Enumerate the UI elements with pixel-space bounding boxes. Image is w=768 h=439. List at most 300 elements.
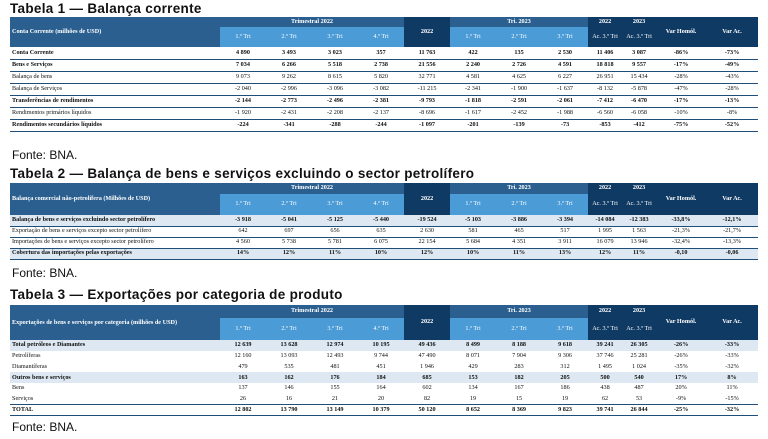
table-cell: 438 bbox=[600, 384, 610, 392]
table-cell: 13 093 bbox=[280, 352, 298, 360]
table-cell: 18 818 bbox=[588, 59, 622, 71]
table-cell: -13% bbox=[706, 95, 758, 107]
table-cell: 3 911 bbox=[542, 237, 588, 248]
table-cell: 167 bbox=[514, 384, 524, 392]
table-cell: 451 bbox=[376, 362, 386, 370]
table-cell: -5 125 bbox=[312, 215, 358, 226]
row-label: Transferências de rendimentos bbox=[10, 95, 220, 107]
table-cell: 163 bbox=[220, 372, 266, 383]
table-cell: 182 bbox=[496, 372, 542, 383]
table-cell: 4 351 bbox=[496, 237, 542, 248]
table-cell: 19 bbox=[469, 395, 477, 403]
table-cell: -1 097 bbox=[404, 119, 450, 131]
table-cell: -21,3% bbox=[656, 226, 706, 237]
table-1-header-2022: 2022 bbox=[404, 17, 450, 47]
table-cell: 11% bbox=[726, 384, 738, 392]
table-cell: 3 087 bbox=[622, 47, 656, 59]
table-cell: -1 900 bbox=[496, 83, 542, 95]
table-cell: -2 452 bbox=[496, 107, 542, 119]
table-cell: 20 bbox=[377, 395, 385, 403]
table-1-header-ac-2022: Ac. 3.º Tri bbox=[588, 27, 622, 47]
table-cell: 685 bbox=[404, 372, 450, 383]
table-2-header-var-ac: Var Ac. bbox=[706, 183, 758, 215]
table-cell: 21 556 bbox=[404, 59, 450, 71]
table-cell: 429 bbox=[468, 362, 478, 370]
row-label: Petrolíferas bbox=[12, 352, 41, 360]
table-cell: 47 490 bbox=[418, 352, 436, 360]
table-row bbox=[10, 237, 758, 248]
table-3-header-label: Exportações de bens e serviços por categoria (milhões de USD) bbox=[10, 305, 220, 340]
table-cell: -412 bbox=[622, 119, 656, 131]
table-cell: -35% bbox=[674, 362, 688, 370]
table-row bbox=[10, 119, 758, 131]
table-cell: 50 120 bbox=[404, 405, 450, 416]
table-cell: 205 bbox=[542, 372, 588, 383]
table-cell: 6 266 bbox=[266, 59, 312, 71]
table-cell: 9 262 bbox=[266, 71, 312, 83]
table-cell: 13 946 bbox=[622, 237, 656, 248]
table-cell: -1 637 bbox=[542, 83, 588, 95]
table-3-header-q3-2023: 3.º Tri bbox=[542, 318, 588, 340]
table-cell: 312 bbox=[560, 362, 570, 370]
table-cell: 642 bbox=[220, 226, 266, 237]
row-label: Balança de bens e serviços excluindo sector petrolífero bbox=[10, 215, 220, 226]
table-row bbox=[10, 372, 758, 383]
table-3-header-q4-2022: 4.º Tri bbox=[358, 318, 404, 340]
table-cell: -6 058 bbox=[622, 107, 656, 119]
table-cell: 20% bbox=[675, 384, 687, 392]
table-1-body bbox=[10, 47, 758, 131]
table-cell: -3 082 bbox=[358, 83, 404, 95]
table-1-header-2022-ac: 2022 bbox=[588, 17, 622, 27]
table-cell: -2 144 bbox=[220, 95, 266, 107]
table-row bbox=[10, 248, 758, 259]
table-cell: -1 617 bbox=[450, 107, 496, 119]
table-cell: -21,7% bbox=[706, 226, 758, 237]
table-cell: -2 431 bbox=[266, 107, 312, 119]
table-cell: 62 bbox=[601, 395, 609, 403]
table-cell: -73 bbox=[542, 119, 588, 131]
table-cell: -26% bbox=[656, 340, 706, 351]
table-2-header-quarterly-2023: Tri. 2023 bbox=[450, 183, 588, 194]
table-cell: 12 974 bbox=[312, 340, 358, 351]
table-cell: -5 878 bbox=[622, 83, 656, 95]
table-2-header-label: Balança comercial não-petrolífera (Milhões de USD) bbox=[10, 183, 220, 215]
table-cell: -1 988 bbox=[542, 107, 588, 119]
table-cell: 7 904 bbox=[512, 352, 526, 360]
table-cell: 465 bbox=[496, 226, 542, 237]
table-cell: -25% bbox=[656, 405, 706, 416]
table-cell: -2 591 bbox=[496, 95, 542, 107]
table-cell: 26 951 bbox=[588, 71, 622, 83]
table-cell: 1 995 bbox=[588, 226, 622, 237]
table-1-header-2023-ac: 2023 bbox=[622, 17, 656, 27]
table-cell: 12 160 bbox=[234, 352, 252, 360]
table-cell: 9 073 bbox=[220, 71, 266, 83]
table-cell: 135 bbox=[496, 47, 542, 59]
table-cell: 422 bbox=[450, 47, 496, 59]
table-2-header-q1-2022: 1.º Tri bbox=[220, 194, 266, 215]
table-cell: 12 639 bbox=[220, 340, 266, 351]
table-2-header-2022: 2022 bbox=[404, 183, 450, 215]
table-cell: 8 615 bbox=[312, 71, 358, 83]
table-2-header-q1-2023: 1.º Tri bbox=[450, 194, 496, 215]
table-cell: -2 381 bbox=[358, 95, 404, 107]
table-cell: -3 886 bbox=[496, 215, 542, 226]
table-cell: -32% bbox=[725, 362, 739, 370]
table-3-body bbox=[10, 340, 758, 416]
table-3-header-var-homol: Var Homól. bbox=[656, 305, 706, 340]
table-1-header-q2-2022: 2.º Tri bbox=[266, 27, 312, 47]
table-cell: -12,1% bbox=[706, 215, 758, 226]
table-cell: 1 495 bbox=[598, 362, 612, 370]
table-cell: -2 341 bbox=[450, 83, 496, 95]
table-cell: -15% bbox=[725, 395, 739, 403]
table-cell: -8% bbox=[706, 107, 758, 119]
table-cell: 155 bbox=[330, 384, 340, 392]
table-row bbox=[10, 59, 758, 71]
table-cell: 1 563 bbox=[622, 226, 656, 237]
table-2-title: Tabela 2 — Balança de bens e serviços excluindo o sector petrolífero bbox=[10, 166, 475, 181]
table-3-header-q2-2022: 2.º Tri bbox=[266, 318, 312, 340]
table-cell: -11 215 bbox=[404, 83, 450, 95]
table-cell: -5 103 bbox=[450, 215, 496, 226]
table-cell: 26 bbox=[239, 395, 247, 403]
table-2-header-2023-ac: 2023 bbox=[622, 183, 656, 194]
table-cell: -32,4% bbox=[656, 237, 706, 248]
row-label: Rendimentos secundários líquidos bbox=[10, 119, 220, 131]
table-cell: -52% bbox=[706, 119, 758, 131]
table-2-header-q3-2022: 3.º Tri bbox=[312, 194, 358, 215]
table-cell: 2 726 bbox=[496, 59, 542, 71]
table-cell: 12% bbox=[404, 248, 450, 259]
row-label: Outros bens e serviços bbox=[10, 372, 220, 383]
row-label: Cobertura das importações pelas exportações bbox=[10, 248, 220, 259]
row-label: Balança de bens bbox=[10, 71, 220, 83]
table-cell: -75% bbox=[656, 119, 706, 131]
table-cell: 184 bbox=[358, 372, 404, 383]
table-cell: 37 746 bbox=[596, 352, 614, 360]
table-cell: 5 738 bbox=[266, 237, 312, 248]
table-row bbox=[10, 340, 758, 351]
row-label: Bens bbox=[12, 384, 25, 392]
table-cell: 9 823 bbox=[542, 405, 588, 416]
table-cell: 7 034 bbox=[220, 59, 266, 71]
table-2-non-oil-balance bbox=[10, 183, 758, 260]
table-1-title: Tabela 1 — Balança corrente bbox=[10, 1, 202, 16]
table-cell: 12 802 bbox=[220, 405, 266, 416]
table-1-source: Fonte: BNA. bbox=[12, 148, 78, 162]
table-cell: -86% bbox=[656, 47, 706, 59]
table-cell: 656 bbox=[312, 226, 358, 237]
table-cell: 13% bbox=[542, 248, 588, 259]
table-cell: -3 096 bbox=[312, 83, 358, 95]
table-cell: 602 bbox=[422, 384, 432, 392]
table-cell: 4 625 bbox=[496, 71, 542, 83]
table-cell: 1 024 bbox=[632, 362, 646, 370]
table-3-header-q1-2023: 1.º Tri bbox=[450, 318, 496, 340]
row-label: Total petróleos e Diamantes bbox=[10, 340, 220, 351]
table-row bbox=[10, 107, 758, 119]
row-label: Balança de Serviços bbox=[10, 83, 220, 95]
table-cell: 19 bbox=[561, 395, 569, 403]
table-cell: -10% bbox=[656, 107, 706, 119]
table-cell: 2 530 bbox=[542, 47, 588, 59]
table-cell: -5 041 bbox=[266, 215, 312, 226]
table-3-header-q2-2023: 2.º Tri bbox=[496, 318, 542, 340]
table-cell: 146 bbox=[284, 384, 294, 392]
table-cell: 8 071 bbox=[466, 352, 480, 360]
table-cell: 11% bbox=[312, 248, 358, 259]
table-cell: 10 379 bbox=[358, 405, 404, 416]
table-cell: 11 406 bbox=[588, 47, 622, 59]
table-3-header-q1-2022: 1.º Tri bbox=[220, 318, 266, 340]
table-cell: 4 581 bbox=[450, 71, 496, 83]
table-3-header-2022: 2022 bbox=[404, 305, 450, 340]
table-cell: -2 773 bbox=[266, 95, 312, 107]
table-row bbox=[10, 83, 758, 95]
table-row bbox=[10, 362, 758, 373]
row-label: Exportação de bens e serviços excepto sector petrolífero bbox=[10, 226, 220, 237]
table-cell: -9 793 bbox=[404, 95, 450, 107]
table-cell: -224 bbox=[220, 119, 266, 131]
row-label: Diamantíferas bbox=[12, 362, 48, 370]
table-3-source: Fonte: BNA. bbox=[12, 420, 78, 434]
table-cell: 5 781 bbox=[312, 237, 358, 248]
table-cell: -3 394 bbox=[542, 215, 588, 226]
table-cell: 635 bbox=[358, 226, 404, 237]
table-cell: 697 bbox=[266, 226, 312, 237]
table-1-header-var-homol: Var Homól. bbox=[656, 17, 706, 47]
row-label: TOTAL bbox=[10, 405, 220, 416]
table-cell: 15 bbox=[515, 395, 523, 403]
table-cell: 39 741 bbox=[588, 405, 622, 416]
table-2-header-q4-2022: 4.º Tri bbox=[358, 194, 404, 215]
table-2-header-2022-ac: 2022 bbox=[588, 183, 622, 194]
table-cell: -49% bbox=[706, 59, 758, 71]
table-cell: 487 bbox=[634, 384, 644, 392]
table-2-source: Fonte: BNA. bbox=[12, 266, 78, 280]
table-cell: 479 bbox=[238, 362, 248, 370]
table-cell: 9 306 bbox=[558, 352, 572, 360]
table-cell: -19 524 bbox=[404, 215, 450, 226]
table-1-header-quarterly-2023: Tri. 2023 bbox=[450, 17, 588, 27]
table-cell: 283 bbox=[514, 362, 524, 370]
table-cell: -43% bbox=[706, 71, 758, 83]
table-cell: 16 bbox=[285, 395, 293, 403]
table-cell: 6 075 bbox=[358, 237, 404, 248]
table-cell: 517 bbox=[542, 226, 588, 237]
table-cell: 2 738 bbox=[358, 59, 404, 71]
table-3-header-var-ac: Var Ac. bbox=[706, 305, 758, 340]
table-cell: 5 820 bbox=[358, 71, 404, 83]
row-label: Rendimentos primários líquidos bbox=[10, 107, 220, 119]
table-row bbox=[10, 71, 758, 83]
table-cell: 357 bbox=[358, 47, 404, 59]
table-cell: 49 436 bbox=[404, 340, 450, 351]
table-2-body bbox=[10, 215, 758, 259]
table-cell: -33,8% bbox=[656, 215, 706, 226]
table-cell: -14 084 bbox=[588, 215, 622, 226]
table-cell: -139 bbox=[496, 119, 542, 131]
table-cell: 21 bbox=[331, 395, 339, 403]
table-row bbox=[10, 47, 758, 59]
row-label: Importações de bens e serviços excepto sector petrolífero bbox=[10, 237, 220, 248]
table-cell: -17% bbox=[656, 95, 706, 107]
table-cell: -47% bbox=[656, 83, 706, 95]
row-label: Conta Corrente bbox=[10, 47, 220, 59]
table-1-header-q1-2022: 1.º Tri bbox=[220, 27, 266, 47]
table-3-header-ac-2023: Ac. 3.º Tri bbox=[622, 318, 656, 340]
table-1-header-q4-2022: 4.º Tri bbox=[358, 27, 404, 47]
table-1-header-q2-2023: 2.º Tri bbox=[496, 27, 542, 47]
table-row bbox=[10, 215, 758, 226]
table-cell: 13 790 bbox=[266, 405, 312, 416]
table-cell: 12% bbox=[266, 248, 312, 259]
table-cell: 3 023 bbox=[312, 47, 358, 59]
table-cell: -244 bbox=[358, 119, 404, 131]
table-row bbox=[10, 226, 758, 237]
table-cell: 481 bbox=[330, 362, 340, 370]
table-2-header-q2-2022: 2.º Tri bbox=[266, 194, 312, 215]
table-1-header-quarterly-2022: Trimestral 2022 bbox=[220, 17, 404, 27]
table-1-header-label: Conta Corrente (milhões de USD) bbox=[10, 17, 220, 47]
table-row bbox=[10, 351, 758, 362]
table-3-header-2023-ac: 2023 bbox=[622, 305, 656, 318]
table-cell: 13 149 bbox=[312, 405, 358, 416]
table-cell: -3 918 bbox=[220, 215, 266, 226]
table-1-current-account bbox=[10, 17, 758, 132]
table-cell: 8 499 bbox=[450, 340, 496, 351]
table-cell: 5 684 bbox=[450, 237, 496, 248]
table-cell: -7 412 bbox=[588, 95, 622, 107]
table-cell: 11% bbox=[496, 248, 542, 259]
table-cell: 17% bbox=[656, 372, 706, 383]
table-cell: -73% bbox=[706, 47, 758, 59]
table-cell: 12 493 bbox=[326, 352, 344, 360]
table-cell: 14% bbox=[220, 248, 266, 259]
table-cell: -2 137 bbox=[358, 107, 404, 119]
table-3-header-q3-2022: 3.º Tri bbox=[312, 318, 358, 340]
table-cell: 15 434 bbox=[622, 71, 656, 83]
table-cell: 4 591 bbox=[542, 59, 588, 71]
table-cell: -33% bbox=[706, 340, 758, 351]
table-2-header-var-homol: Var Homól. bbox=[656, 183, 706, 215]
table-3-header-ac-2022: Ac. 3.º Tri bbox=[588, 318, 622, 340]
table-cell: 12% bbox=[588, 248, 622, 259]
table-cell: -1 818 bbox=[450, 95, 496, 107]
table-cell: 22 154 bbox=[404, 237, 450, 248]
table-cell: -201 bbox=[450, 119, 496, 131]
table-cell: 500 bbox=[588, 372, 622, 383]
table-cell: 9 618 bbox=[542, 340, 588, 351]
table-3-exports-by-category bbox=[10, 305, 758, 416]
table-2-header-q3-2023: 3.º Tri bbox=[542, 194, 588, 215]
table-row bbox=[10, 383, 758, 394]
table-2-header-ac-2023: Ac. 3.º Tri bbox=[622, 194, 656, 215]
table-cell: 10 195 bbox=[358, 340, 404, 351]
table-cell: 26 844 bbox=[622, 405, 656, 416]
table-cell: 2 630 bbox=[404, 226, 450, 237]
row-label: Serviços bbox=[12, 395, 34, 403]
table-cell: -5 440 bbox=[358, 215, 404, 226]
table-cell: 11 763 bbox=[404, 47, 450, 59]
table-2-header-q2-2023: 2.º Tri bbox=[496, 194, 542, 215]
table-cell: 1 946 bbox=[420, 362, 434, 370]
table-cell: 25 281 bbox=[630, 352, 648, 360]
table-2-header-quarterly-2022: Trimestral 2022 bbox=[220, 183, 404, 194]
table-cell: 10% bbox=[358, 248, 404, 259]
table-cell: -2 208 bbox=[312, 107, 358, 119]
table-row bbox=[10, 405, 758, 416]
table-cell: -0,06 bbox=[706, 248, 758, 259]
table-cell: 186 bbox=[560, 384, 570, 392]
table-cell: 82 bbox=[423, 395, 431, 403]
table-cell: 8 652 bbox=[450, 405, 496, 416]
table-2-header-ac-2022: Ac. 3.º Tri bbox=[588, 194, 622, 215]
table-cell: 6 227 bbox=[542, 71, 588, 83]
table-cell: -28% bbox=[656, 71, 706, 83]
table-cell: -28% bbox=[706, 83, 758, 95]
table-cell: 153 bbox=[450, 372, 496, 383]
table-1-header-q1-2023: 1.º Tri bbox=[450, 27, 496, 47]
table-cell: 2 240 bbox=[450, 59, 496, 71]
table-cell: 13 628 bbox=[266, 340, 312, 351]
table-cell: 16 079 bbox=[588, 237, 622, 248]
table-cell: -8 696 bbox=[404, 107, 450, 119]
table-cell: -2 061 bbox=[542, 95, 588, 107]
table-cell: 8% bbox=[706, 372, 758, 383]
table-row bbox=[10, 95, 758, 107]
table-cell: 10% bbox=[450, 248, 496, 259]
table-cell: 176 bbox=[312, 372, 358, 383]
table-1-header-q3-2023: 3.º Tri bbox=[542, 27, 588, 47]
table-cell: 4 890 bbox=[220, 47, 266, 59]
table-cell: 39 241 bbox=[588, 340, 622, 351]
table-cell: 164 bbox=[376, 384, 386, 392]
table-cell: -853 bbox=[588, 119, 622, 131]
table-cell: -17% bbox=[656, 59, 706, 71]
table-1-header-q3-2022: 3.º Tri bbox=[312, 27, 358, 47]
table-cell: 4 560 bbox=[220, 237, 266, 248]
table-cell: -0,10 bbox=[656, 248, 706, 259]
table-cell: 53 bbox=[635, 395, 643, 403]
table-cell: -2 040 bbox=[220, 83, 266, 95]
table-1-header-var-ac: Var Ac. bbox=[706, 17, 758, 47]
table-cell: -6 560 bbox=[588, 107, 622, 119]
table-3-header-quarterly-2022: Trimestral 2022 bbox=[220, 305, 404, 318]
table-cell: 11% bbox=[622, 248, 656, 259]
table-3-header-quarterly-2023: Tri. 2023 bbox=[450, 305, 588, 318]
table-cell: -26% bbox=[674, 352, 688, 360]
table-cell: -6 470 bbox=[622, 95, 656, 107]
table-cell: -341 bbox=[266, 119, 312, 131]
table-cell: 32 771 bbox=[404, 71, 450, 83]
table-cell: -2 496 bbox=[312, 95, 358, 107]
table-1-header-ac-2023: Ac. 3.º Tri bbox=[622, 27, 656, 47]
table-cell: -288 bbox=[312, 119, 358, 131]
table-cell: -32% bbox=[706, 405, 758, 416]
table-cell: 535 bbox=[284, 362, 294, 370]
table-cell: 134 bbox=[468, 384, 478, 392]
row-label: Bens e Serviços bbox=[10, 59, 220, 71]
table-cell: -8 132 bbox=[588, 83, 622, 95]
table-cell: -9% bbox=[675, 395, 687, 403]
table-cell: 8 369 bbox=[496, 405, 542, 416]
table-cell: -1 920 bbox=[220, 107, 266, 119]
table-3-header-2022-ac: 2022 bbox=[588, 305, 622, 318]
table-cell: 3 493 bbox=[266, 47, 312, 59]
